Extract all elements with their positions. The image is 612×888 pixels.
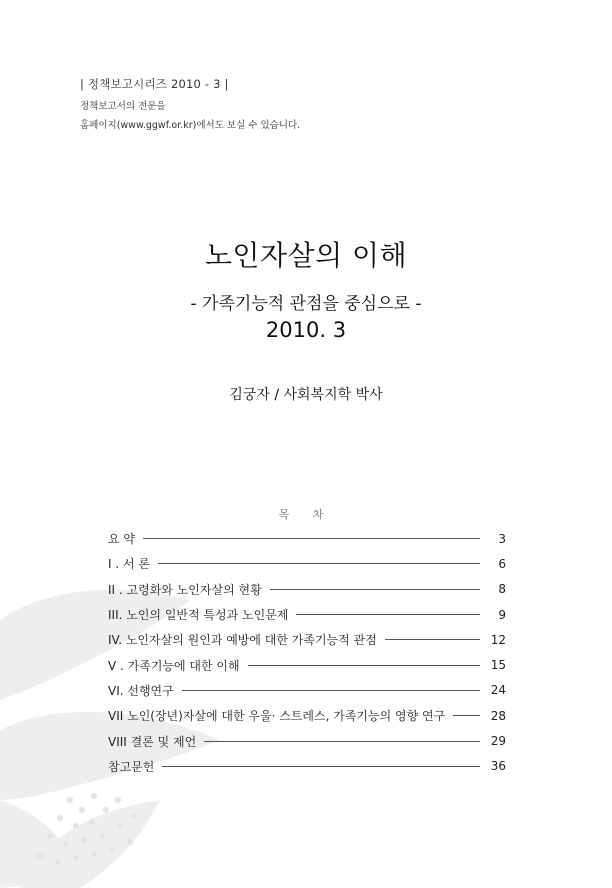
toc-entry-label: VIII 결론 및 제언 [108, 734, 197, 749]
table-of-contents [108, 526, 506, 779]
toc-entry-page: 12 [490, 632, 506, 647]
toc-entry-page: 24 [490, 683, 506, 698]
toc-leader-line [248, 665, 480, 666]
toc-entry-page: 28 [490, 708, 506, 723]
series-label: | 정책보고시리즈 2010 - 3 | [80, 77, 229, 91]
toc-entry [108, 703, 506, 728]
toc-entry [108, 551, 506, 576]
toc-entry-label: III. 노인의 일반적 특성과 노인문제 [108, 608, 289, 623]
toc-heading: 목 차 [278, 508, 334, 521]
toc-entry-page: 36 [490, 759, 506, 774]
toc-entry-page: 9 [498, 607, 506, 622]
toc-entry-label: II . 고령화와 노인자살의 현황 [108, 582, 262, 597]
toc-entry [108, 627, 506, 652]
toc-entry [108, 602, 506, 627]
toc-leader-line [385, 639, 480, 640]
report-title: 노인자살의 이해 [204, 239, 408, 272]
toc-entry-label: I . 서 론 [108, 557, 150, 572]
toc-leader-line [296, 614, 480, 615]
toc-leader-line [182, 690, 480, 691]
toc-entry-label: VII 노인(장년)자살에 대한 우울· 스트레스, 가족기능의 영향 연구 [108, 709, 446, 724]
toc-entry-page: 15 [490, 658, 506, 673]
toc-entry-page: 3 [498, 531, 506, 546]
toc-entry-label: IV. 노인자살의 원인과 예방에 대한 가족기능적 관점 [108, 633, 377, 648]
toc-entry [108, 728, 506, 753]
toc-entry [108, 678, 506, 703]
toc-entry-label: 참고문헌 [108, 759, 155, 774]
toc-leader-line [162, 766, 480, 767]
toc-entry-label: V . 가족기능에 대한 이해 [108, 658, 240, 673]
toc-leader-line [158, 563, 480, 564]
toc-entry [108, 526, 506, 551]
report-author: 김궁자 / 사회복지학 박사 [229, 387, 383, 403]
toc-leader-line [143, 538, 480, 539]
toc-leader-line [453, 715, 480, 716]
toc-entry [108, 754, 506, 779]
toc-entry-label: VI. 선행연구 [108, 683, 174, 698]
toc-entry-label: 요 약 [108, 532, 135, 547]
homepage-note: 홈페이지(www.ggwf.or.kr)에서도 보실 수 있습니다. [80, 120, 301, 131]
toc-entry-page: 8 [498, 582, 506, 597]
toc-leader-line [270, 589, 480, 590]
toc-entry [108, 652, 506, 677]
toc-leader-line [204, 741, 480, 742]
report-subtitle: - 가족기능적 관점을 중심으로 - [190, 294, 422, 314]
report-date: 2010. 3 [265, 318, 347, 342]
availability-note: 정책보고서의 전문을 [80, 101, 166, 112]
toc-entry-page: 29 [490, 734, 506, 749]
toc-entry-page: 6 [498, 556, 506, 571]
toc-entry [108, 577, 506, 602]
